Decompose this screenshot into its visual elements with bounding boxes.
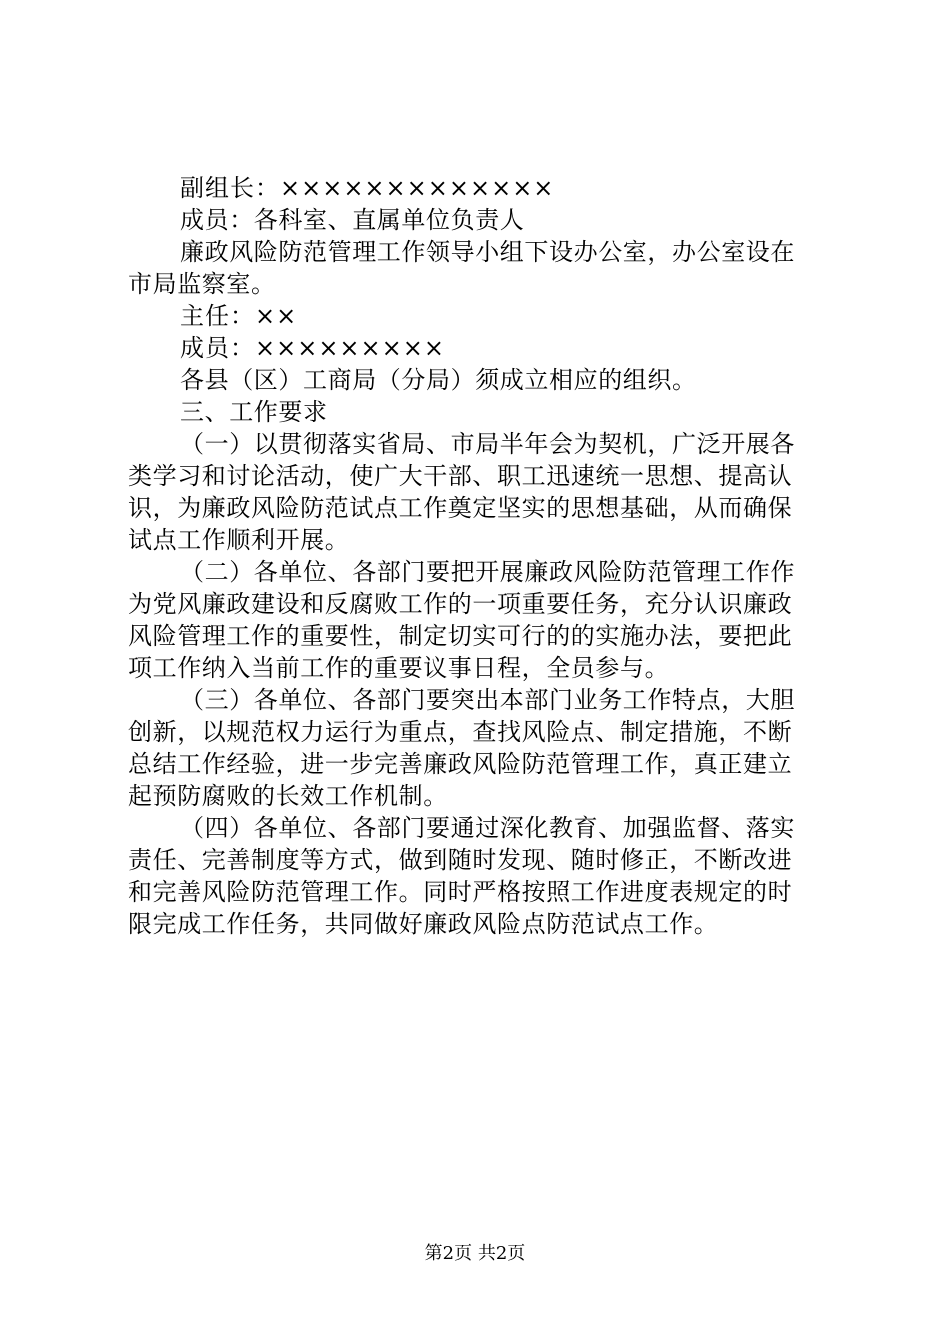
text-line-office-members: 成员：××××××××× bbox=[180, 334, 445, 362]
text-line-director: 主任：×× bbox=[180, 302, 298, 330]
text-line-office-cont: 市局监察室。 bbox=[128, 270, 276, 298]
page-footer bbox=[0, 1242, 950, 1266]
text-line-item4-2: 责任、完善制度等方式，做到随时发现、随时修正，不断改进 bbox=[128, 846, 793, 874]
text-line-item3-2: 创新，以规范权力运行为重点，查找风险点、制定措施，不断 bbox=[128, 718, 793, 746]
text-line-item2-3: 风险管理工作的重要性，制定切实可行的的实施办法，要把此 bbox=[128, 622, 793, 650]
text-line-office: 廉政风险防范管理工作领导小组下设办公室，办公室设在 bbox=[180, 238, 795, 266]
page-number-label: 第2页 共2页 bbox=[424, 1243, 526, 1264]
document-body bbox=[128, 172, 833, 940]
text-line-item3-1: （三）各单位、各部门要突出本部门业务工作特点，大胆 bbox=[180, 686, 795, 714]
text-line-deputy-leader: 副组长：××××××××××××× bbox=[180, 174, 555, 202]
section-heading-requirements: 三、工作要求 bbox=[180, 398, 328, 426]
text-line-members: 成员：各科室、直属单位负责人 bbox=[180, 206, 525, 234]
text-line-county-org: 各县（区）工商局（分局）须成立相应的组织。 bbox=[180, 366, 697, 394]
text-line-item1-4: 试点工作顺利开展。 bbox=[128, 526, 350, 554]
text-line-item4-1: （四）各单位、各部门要通过深化教育、加强监督、落实 bbox=[180, 814, 795, 842]
text-line-item2-1: （二）各单位、各部门要把开展廉政风险防范管理工作作 bbox=[180, 558, 795, 586]
text-line-item2-4: 项工作纳入当前工作的重要议事日程，全员参与。 bbox=[128, 654, 670, 682]
text-line-item4-4: 限完成工作任务，共同做好廉政风险点防范试点工作。 bbox=[128, 910, 719, 938]
text-line-item1-1: （一）以贯彻落实省局、市局半年会为契机，广泛开展各 bbox=[180, 430, 795, 458]
text-line-item2-2: 为党风廉政建设和反腐败工作的一项重要任务，充分认识廉政 bbox=[128, 590, 793, 618]
text-line-item4-3: 和完善风险防范管理工作。同时严格按照工作进度表规定的时 bbox=[128, 878, 793, 906]
text-line-item3-4: 起预防腐败的长效工作机制。 bbox=[128, 782, 448, 810]
text-line-item3-3: 总结工作经验，进一步完善廉政风险防范管理工作，真正建立 bbox=[128, 750, 793, 778]
text-line-item1-3: 识，为廉政风险防范试点工作奠定坚实的思想基础，从而确保 bbox=[128, 494, 793, 522]
text-line-item1-2: 类学习和讨论活动，使广大干部、职工迅速统一思想、提高认 bbox=[128, 462, 793, 490]
